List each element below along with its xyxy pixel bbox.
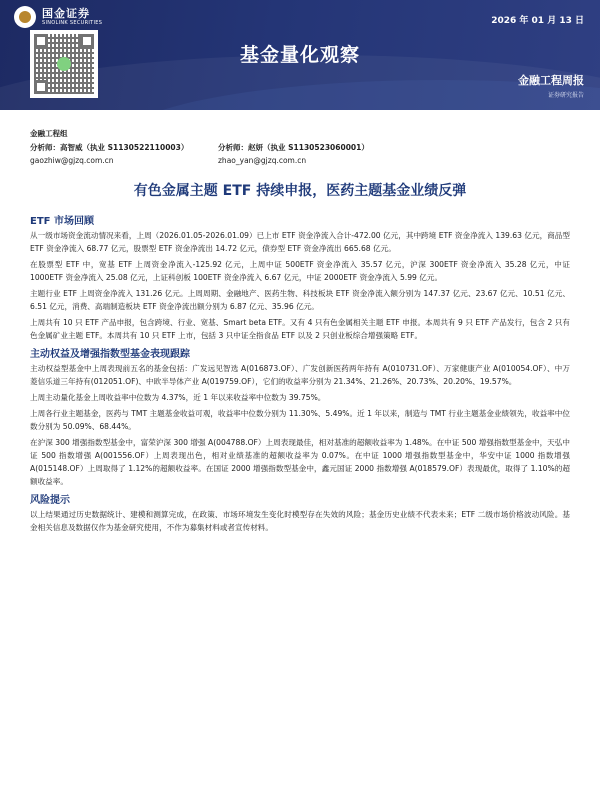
paragraph: 上周共有 10 只 ETF 产品申报，包含跨境、行业、宽基、Smart beta ETF。又有 4 只有色金属相关主题 ETF 申报。本周共有 9 只 ETF 产品发行，包含 2 只有色金属矿业主题 ETF。本周共有 10 只 ETF 上市，包括 3 只中证全指食品 ETF 以及 2 只创业板综合增强策略 ETF。 — [30, 318, 570, 340]
analyst-block — [30, 128, 570, 165]
section-heading-fund: 主动权益及增强指数型基金表现跟踪 — [30, 349, 190, 360]
company-logo — [14, 6, 102, 28]
section-heading-etf: ETF 市场回顾 — [30, 216, 94, 227]
header-banner — [0, 0, 600, 110]
paragraph: 在沪深 300 增强指数型基金中，富荣沪深 300 增强 A(004788.OF）上周表现最佳，相对基准的超额收益率为 1.48%。在中证 500 增强指数型基金中，天弘中证 500 指数增强 A(001556.OF）上周表现出色，相对业绩基准的超额收益率为 0.07%。在中证 1000 增强指数型基金中，华安中证 1000 指数增强 A(015148.OF）上周取得了 1.12%的超额收益率。在国证 2000 增强指数型基金中，鑫元国证 2000 指数增强 A(018579.OF）表现最优，取得了 1.10%的超额收益率。 — [30, 438, 570, 486]
paragraph: 上周各行业主题基金，医药与 TMT 主题基金收益可观，收益率中位数分别为 11.30%、5.49%。近 1 年以来，制造与 TMT 行业主题基金业绩领先，收益率中位数分别为 50.09%、68.44%。 — [30, 409, 570, 431]
paragraph: 上周主动量化基金上周收益率中位数为 4.37%，近 1 年以来收益率中位数为 39.75%。 — [30, 393, 326, 402]
paragraph: 从一级市场资金流动情况来看，上周（2026.01.05-2026.01.09）已上市 ETF 资金净流入合计-472.00 亿元，其中跨境 ETF 资金净流入 139.63 亿元，商品型 ETF 资金净流入 68.77 亿元，股票型 ETF 资金净流出 14.72 亿元，债券型 ETF 资金净流出 665.68 亿元。 — [30, 231, 570, 253]
analyst-2-email[interactable]: zhao_yan@gjzq.com.cn — [218, 156, 307, 165]
analyst-2: 分析师：赵妍（执业 S1130523060001） — [218, 143, 369, 152]
analyst-1: 分析师：高智威（执业 S1130522110003） — [30, 143, 189, 152]
analyst-1-email[interactable]: gaozhiw@gjzq.com.cn — [30, 156, 114, 165]
analyst-group: 金融工程组 — [30, 129, 68, 138]
logo-mark-icon — [14, 6, 36, 28]
paragraph: 主动权益型基金中上周表现前五名的基金包括：广发远见智选 A(016873.OF）、广发创新医药两年持有 A(010731.OF）、万家健康产业 A(010054.OF）、中万菱信乐道三年持有(012051.OF)、中欧半导体产业 A(019759.OF），它们的收益率分别为 21.34%、21.26%、20.73%、20.20%、19.57%。 — [30, 364, 570, 386]
paragraph: 主题行业 ETF 上周资金净流入 131.26 亿元。上周周期、金融地产、医药生物、科技板块 ETF 资金净流入额分别为 147.37 亿元、23.67 亿元、10.51 亿元、6.51 亿元，消费、高端制造板块 ETF 资金净流出额分别为 6.87 亿元、35.96 亿元。 — [30, 289, 570, 311]
report-date: 2026 年 01 月 13 日 — [491, 16, 584, 26]
report-type: 金融工程周报 — [518, 74, 584, 87]
report-category: 证券研究报告 — [547, 92, 584, 99]
logo-name-en: SINOLINK SECURITIES — [42, 20, 103, 26]
report-body — [30, 212, 570, 537]
report-title: 有色金属主题 ETF 持续申报，医药主题基金业绩反弹 — [133, 183, 467, 199]
logo-name-cn: 国金证券 — [42, 7, 90, 20]
paragraph: 以上结果通过历史数据统计、建模和测算完成，在政策、市场环境发生变化时模型存在失效的风险；基金历史业绩不代表未来；ETF 二级市场价格波动风险。基金相关信息及数据仅作为基金研究使用，不作为募集材料或者宣传材料。 — [30, 510, 570, 532]
section-heading-risk: 风险提示 — [30, 495, 70, 506]
paragraph: 在股票型 ETF 中，宽基 ETF 上周资金净流入-125.92 亿元，上周中证 500ETF 资金净流入 35.57 亿元，沪深 300ETF 资金净流入 35.28 亿元，中证 1000ETF 资金净流入 25.08 亿元，上证科创板 100ETF 资金净流入 6.67 亿元，中证 2000ETF 资金净流入 5.99 亿元。 — [30, 260, 570, 282]
banner-title: 基金量化观察 — [239, 44, 360, 66]
